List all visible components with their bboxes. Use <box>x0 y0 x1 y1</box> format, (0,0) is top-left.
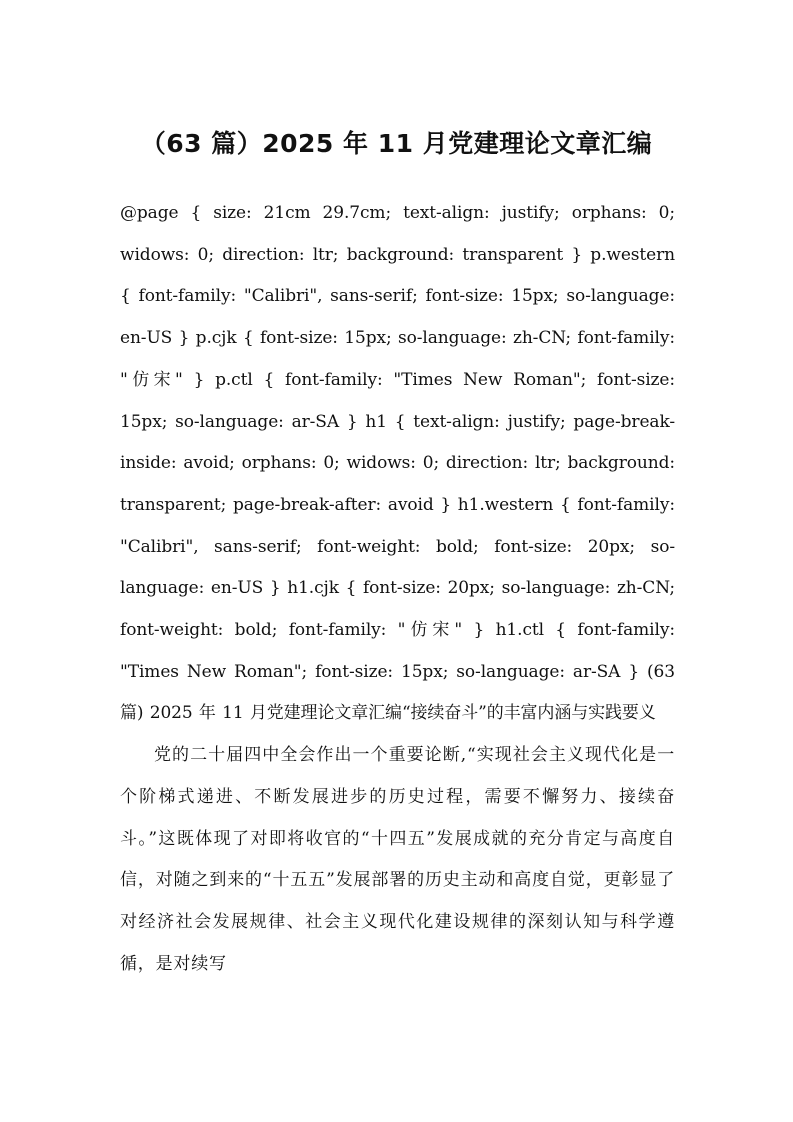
css-style-text: @page { size: 21cm 29.7cm; text-align: justify; orphans: 0; widows: 0; direction: ltr; background: transparent } p.western { font-family: "Calibri", sans-serif; font-size: 15px; so-language: en-US } p.cjk { font-size: 15px; so-language: zh-CN; font-family: "仿宋" } p.ctl { font-family: "Times New Roman"; font-size: 15px; so-language: ar-SA } h1 { text-align: justify; page-break-inside: avoid; orphans: 0; widows: 0; direction: ltr; background: transparent; page-break-after: avoid } h1.western { font-family: "Calibri", sans-serif; font-weight: bold; font-size: 20px; so-language: en-US } h1.cjk { font-size: 20px; so-language: zh-CN; font-weight: bold; font-family: "仿宋" } h1.ctl { font-family: "Times New Roman"; font-size: 15px; so-language: ar-SA } <box>120 203 675 682</box>
body-text-block <box>120 193 675 735</box>
article-heading: (63 篇) 2025 年 11 月党建理论文章汇编“接续奋斗”的丰富内涵与实践要义 <box>120 661 675 724</box>
document-body <box>120 193 675 985</box>
article-paragraph: 党的二十届四中全会作出一个重要论断,“实现社会主义现代化是一个阶梯式递进、不断发展进步的历史过程，需要不懈努力、接续奋斗。”这既体现了对即将收官的“十四五”发展成就的充分肯定与高度自信，对随之到来的“十五五”发展部署的历史主动和高度自觉，更彰显了对经济社会发展规律、社会主义现代化建设规律的深刻认知与科学遵循，是对续写 <box>120 745 675 974</box>
document-title: （63 篇）2025 年 11 月党建理论文章汇编 <box>140 129 653 158</box>
